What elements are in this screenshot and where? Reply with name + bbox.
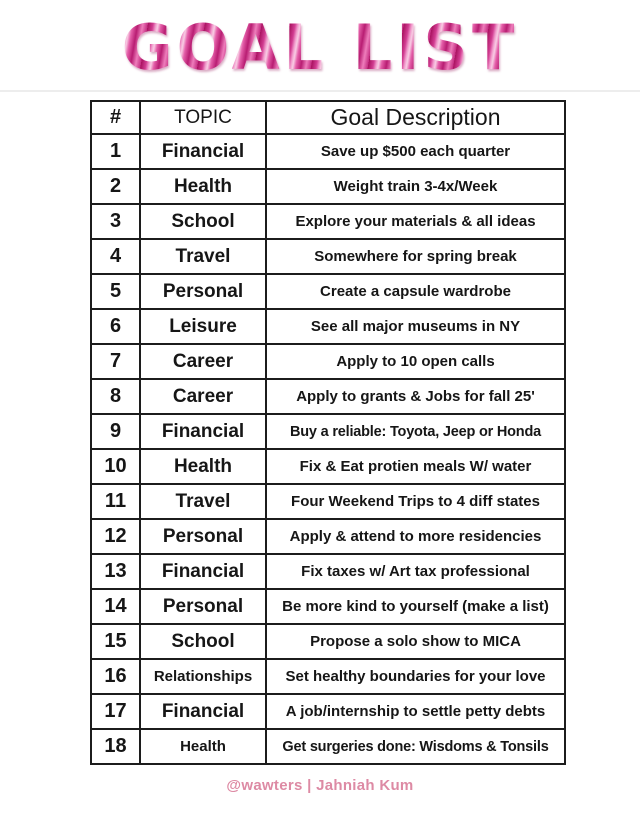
row-topic: Leisure: [140, 309, 266, 344]
header-topic: TOPIC: [140, 101, 266, 134]
row-number: 15: [91, 624, 140, 659]
row-description: Four Weekend Trips to 4 diff states: [266, 484, 565, 519]
row-number: 7: [91, 344, 140, 379]
table-row: [91, 344, 565, 379]
row-description: Set healthy boundaries for your love: [266, 659, 565, 694]
row-topic: Career: [140, 379, 266, 414]
table-row: [91, 379, 565, 414]
row-topic: Financial: [140, 554, 266, 589]
photo-edge-line: [0, 90, 640, 92]
row-number: 14: [91, 589, 140, 624]
row-description: See all major museums in NY: [266, 309, 565, 344]
row-number: 2: [91, 169, 140, 204]
row-description: Be more kind to yourself (make a list): [266, 589, 565, 624]
row-description: Somewhere for spring break: [266, 239, 565, 274]
table-row: [91, 274, 565, 309]
row-description: Propose a solo show to MICA: [266, 624, 565, 659]
row-topic: School: [140, 624, 266, 659]
credit-line: @wawters | Jahniah Kum: [226, 777, 414, 794]
row-description: Buy a reliable: Toyota, Jeep or Honda: [266, 414, 565, 449]
row-description: A job/internship to settle petty debts: [266, 694, 565, 729]
row-description: Weight train 3-4x/Week: [266, 169, 565, 204]
row-number: 16: [91, 659, 140, 694]
row-number: 1: [91, 134, 140, 169]
table-row: [91, 659, 565, 694]
row-number: 3: [91, 204, 140, 239]
row-number: 9: [91, 414, 140, 449]
row-topic: Health: [140, 169, 266, 204]
table-row: [91, 309, 565, 344]
table-row: [91, 449, 565, 484]
row-topic: Health: [140, 729, 266, 764]
row-number: 4: [91, 239, 140, 274]
table-row: [91, 624, 565, 659]
table-row: [91, 239, 565, 274]
row-topic: Personal: [140, 589, 266, 624]
row-description: Save up $500 each quarter: [266, 134, 565, 169]
row-number: 11: [91, 484, 140, 519]
row-topic: Personal: [140, 519, 266, 554]
row-number: 17: [91, 694, 140, 729]
row-topic: Travel: [140, 484, 266, 519]
row-topic: Financial: [140, 134, 266, 169]
row-topic: Financial: [140, 414, 266, 449]
row-number: 12: [91, 519, 140, 554]
row-description: Apply & attend to more residencies: [266, 519, 565, 554]
table-row: [91, 589, 565, 624]
row-description: Apply to 10 open calls: [266, 344, 565, 379]
row-description: Create a capsule wardrobe: [266, 274, 565, 309]
row-topic: Financial: [140, 694, 266, 729]
table-row: [91, 414, 565, 449]
table-row: [91, 554, 565, 589]
row-description: Fix & Eat protien meals W/ water: [266, 449, 565, 484]
row-description: Fix taxes w/ Art tax professional: [266, 554, 565, 589]
page-title: GOAL LIST: [121, 11, 519, 84]
row-number: 18: [91, 729, 140, 764]
row-topic: School: [140, 204, 266, 239]
row-topic: Career: [140, 344, 266, 379]
header-number: #: [91, 101, 140, 134]
table-row: [91, 519, 565, 554]
table-row: [91, 484, 565, 519]
table-row: [91, 169, 565, 204]
row-number: 5: [91, 274, 140, 309]
row-number: 6: [91, 309, 140, 344]
row-topic: Travel: [140, 239, 266, 274]
table-row: [91, 729, 565, 764]
row-topic: Health: [140, 449, 266, 484]
row-description: Get surgeries done: Wisdoms & Tonsils: [266, 729, 565, 764]
header-description: Goal Description: [266, 101, 565, 134]
row-description: Apply to grants & Jobs for fall 25': [266, 379, 565, 414]
goal-list-table: [90, 100, 566, 765]
row-description: Explore your materials & all ideas: [266, 204, 565, 239]
row-topic: Relationships: [140, 659, 266, 694]
table-row: [91, 694, 565, 729]
table-row: [91, 204, 565, 239]
title-banner: [0, 10, 640, 86]
row-number: 10: [91, 449, 140, 484]
row-number: 13: [91, 554, 140, 589]
table-header-row: [91, 101, 565, 134]
table-row: [91, 134, 565, 169]
row-number: 8: [91, 379, 140, 414]
row-topic: Personal: [140, 274, 266, 309]
